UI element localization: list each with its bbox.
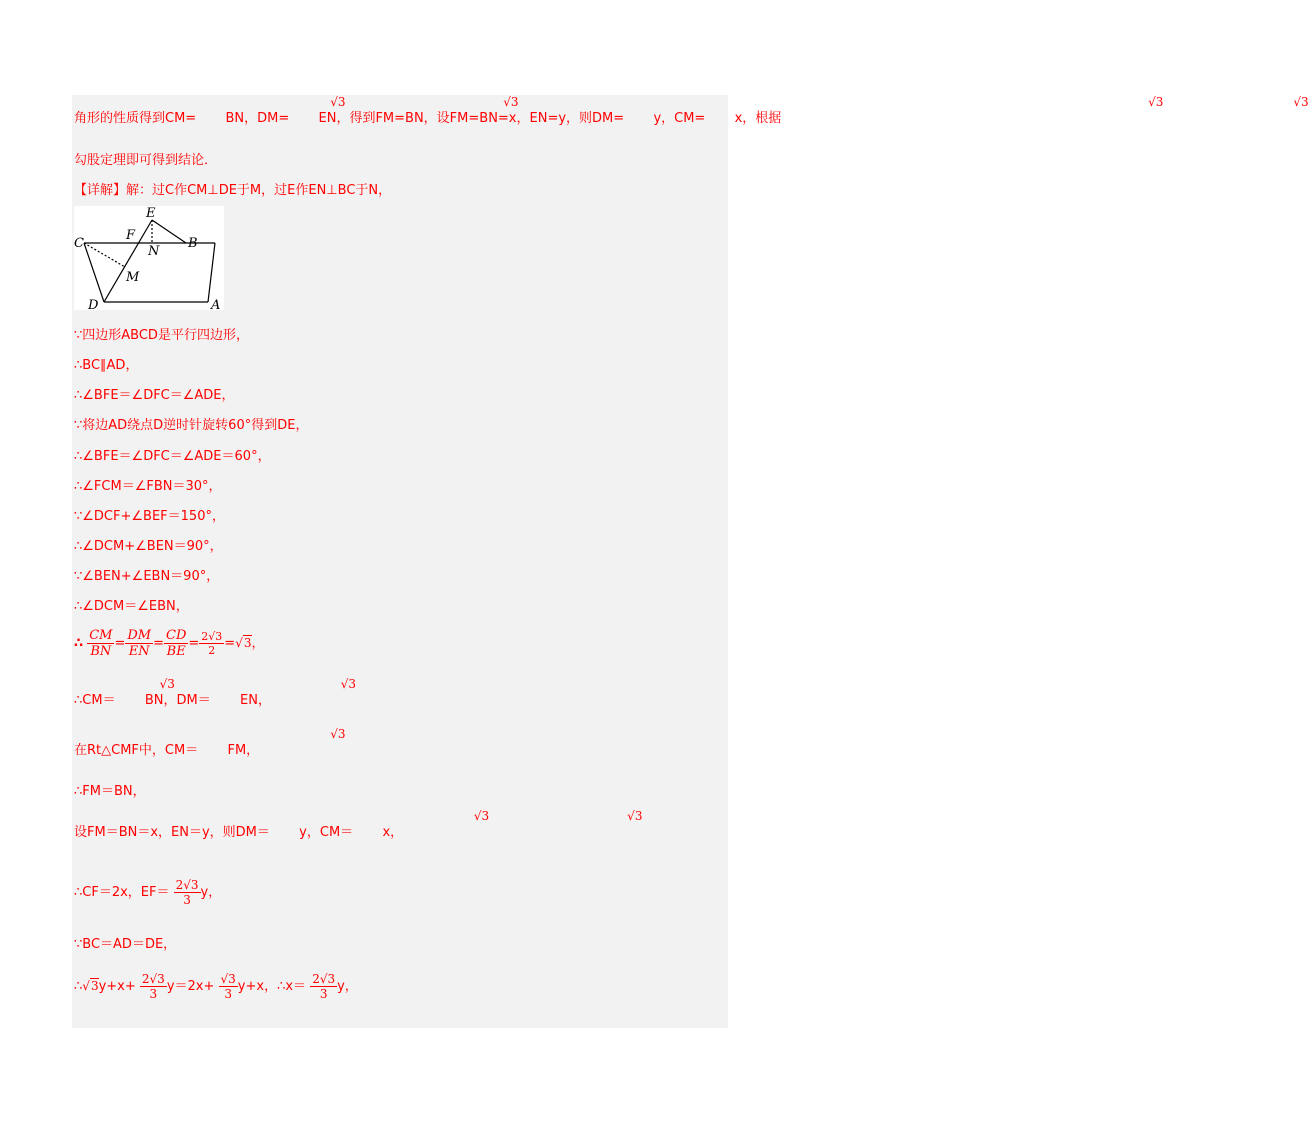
- comma: ，: [251, 636, 265, 651]
- intro-text: y，CM=: [653, 111, 706, 126]
- step-4: ∵将边AD绕点D逆时针旋转60°得到DE，: [74, 418, 309, 433]
- intro-line-2: 勾股定理即可得到结论．: [74, 153, 218, 168]
- therefore-sign: ∴: [74, 979, 83, 994]
- intro-text: EN，得到FM=BN，设FM=BN=x，EN=y，则DM=: [318, 111, 625, 126]
- detail-bracket: 【详解】: [74, 183, 127, 198]
- fraction-2sqrt3-3: [140, 972, 167, 1001]
- step-8: ∴∠DCM+∠BEN＝90°，: [74, 539, 223, 554]
- frac-num: DM: [127, 628, 152, 643]
- step-9: ∵∠BEN+∠EBN＝90°，: [74, 569, 220, 584]
- step-text: y＝2x+: [166, 979, 215, 994]
- step-3: ∴∠BFE＝∠DFC＝∠ADE，: [74, 388, 235, 403]
- step-1: ∵四边形ABCD是平行四边形，: [74, 328, 249, 343]
- fraction-cm-bn: [87, 628, 114, 659]
- sqrt3-mark: √3: [627, 809, 643, 823]
- frac-den: 3: [319, 987, 328, 1001]
- sqrt3-mark: √3: [1293, 95, 1309, 109]
- sqrt3-mark: √3: [340, 677, 357, 691]
- step-5: ∴∠BFE＝∠DFC＝∠ADE＝60°，: [74, 449, 271, 464]
- label-a: A: [211, 298, 221, 313]
- step-text: y，: [337, 979, 358, 994]
- radicand: 3: [90, 979, 99, 993]
- step-18: [74, 972, 358, 1001]
- radicand: 3: [243, 636, 252, 650]
- intro-text: x，根据: [734, 111, 782, 126]
- frac-den: 2: [208, 644, 216, 657]
- fraction-dm-en: [125, 628, 153, 659]
- frac-num: 2√3: [312, 972, 336, 986]
- sqrt3-radical: [82, 979, 98, 993]
- frac-den: 3: [224, 987, 232, 1001]
- sqrt3-mark: √3: [330, 727, 346, 741]
- radical-sign: √: [82, 979, 90, 993]
- step-text: y+x，∴x＝: [237, 979, 307, 994]
- label-n: N: [148, 244, 160, 259]
- intro-line-1: [74, 95, 1309, 127]
- step-text: 设FM＝BN＝x，EN＝y，则DM＝: [74, 825, 270, 840]
- label-d: D: [88, 298, 99, 313]
- radical-sign: √: [235, 636, 243, 650]
- intro-text: BN，DM=: [225, 111, 290, 126]
- sqrt3-mark: √3: [503, 95, 519, 109]
- step-11-ratio: [74, 628, 265, 659]
- therefore-sign: ∴: [74, 636, 84, 651]
- step-text: y，CM＝: [299, 825, 354, 840]
- step-text: BN，DM＝: [144, 693, 211, 708]
- frac-den: BE: [166, 644, 186, 659]
- equals: =: [153, 636, 164, 651]
- detail-line: [74, 183, 391, 199]
- frac-num: 2√3: [141, 972, 165, 986]
- frac-num: CM: [89, 628, 113, 643]
- frac-den: EN: [128, 644, 150, 659]
- step-text: ∴CM＝: [74, 693, 116, 708]
- frac-den: 3: [149, 987, 158, 1001]
- fraction-2sqrt3-3: [174, 878, 201, 907]
- step-12: [74, 677, 357, 709]
- intro-text: 角形的性质得到CM=: [74, 111, 197, 126]
- label-f: F: [126, 228, 136, 243]
- sqrt3-mark: √3: [159, 677, 175, 691]
- step-10: ∴∠DCM＝∠EBN，: [74, 599, 189, 614]
- step-16: [74, 878, 221, 907]
- sqrt3-mark: √3: [1148, 95, 1164, 109]
- step-13: [74, 727, 346, 759]
- step-14: ∴FM＝BN，: [74, 784, 146, 799]
- label-c: C: [74, 236, 84, 251]
- step-text: FM，: [227, 743, 260, 758]
- frac-num: √3: [220, 972, 236, 986]
- label-b: B: [188, 236, 198, 251]
- label-e: E: [146, 206, 156, 221]
- step-text: x，: [382, 825, 404, 840]
- step-7: ∵∠DCF+∠BEF＝150°，: [74, 509, 225, 524]
- step-17: ∵BC＝AD＝DE，: [74, 937, 177, 952]
- step-text: 在Rt△CMF中，CM＝: [74, 743, 199, 758]
- frac-den: BN: [90, 644, 112, 659]
- frac-num: 2√3: [175, 878, 199, 892]
- sqrt3-mark: √3: [330, 95, 346, 109]
- label-m: M: [126, 270, 140, 285]
- fraction-cd-be: [164, 628, 188, 659]
- frac-num: 2√3: [201, 630, 223, 643]
- step-2: ∴BC∥AD，: [74, 358, 139, 373]
- step-text: EN，: [240, 693, 271, 708]
- step-6: ∴∠FCM＝∠FBN＝30°，: [74, 479, 222, 494]
- frac-den: 3: [183, 893, 191, 907]
- step-text: ∴CF＝2x，EF＝: [74, 885, 170, 900]
- geometry-figure: [74, 206, 224, 313]
- sqrt3-mark: √3: [473, 809, 490, 823]
- equals: =: [224, 636, 236, 651]
- sqrt3-radical: [235, 636, 251, 650]
- equals: =: [114, 636, 126, 651]
- fraction-2sqrt3-2: [199, 630, 224, 657]
- frac-num: CD: [166, 628, 187, 643]
- detail-text: 解：过C作CM⊥DE于M，过E作EN⊥BC于N，: [126, 183, 392, 198]
- step-text: y，: [200, 885, 222, 900]
- step-text: y+x+: [98, 979, 136, 994]
- equals: =: [188, 636, 200, 651]
- step-15: [74, 809, 643, 841]
- fraction-sqrt3-3: [219, 972, 238, 1001]
- fraction-2sqrt3-3: [310, 972, 337, 1001]
